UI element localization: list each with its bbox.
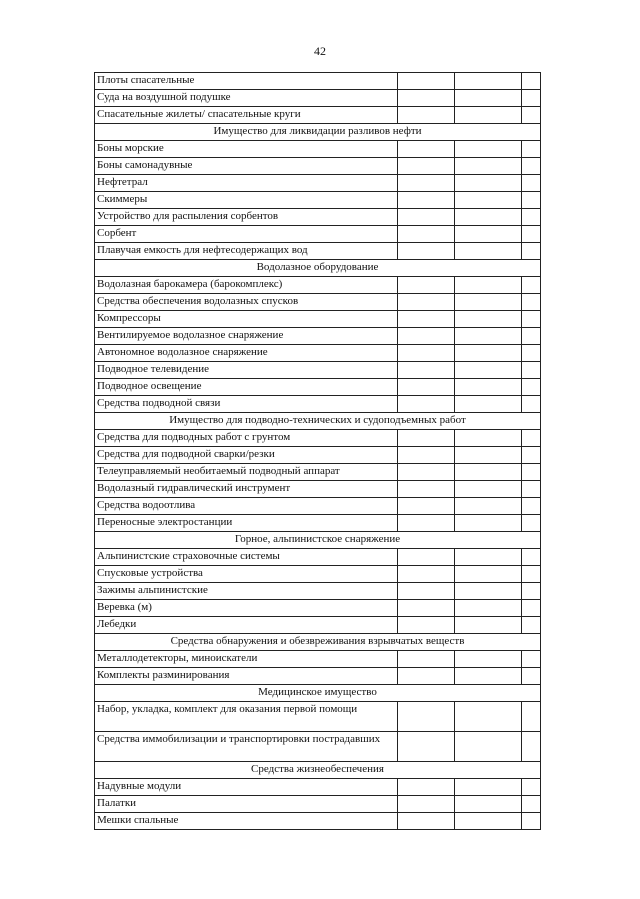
empty-value-cell (455, 73, 522, 90)
empty-value-cell (522, 73, 541, 90)
item-name-cell: Средства водоотлива (95, 498, 398, 515)
table-row (95, 141, 541, 158)
empty-value-cell (455, 600, 522, 617)
empty-value-cell (455, 345, 522, 362)
table-row (95, 464, 541, 481)
empty-value-cell (522, 447, 541, 464)
item-name-cell: Водолазная барокамера (барокомплекс) (95, 277, 398, 294)
section-header-row (95, 532, 541, 549)
section-header-row (95, 124, 541, 141)
table-row (95, 796, 541, 813)
table-row (95, 779, 541, 796)
table-row (95, 651, 541, 668)
table-row (95, 158, 541, 175)
empty-value-cell (398, 668, 455, 685)
empty-value-cell (522, 379, 541, 396)
table-row (95, 702, 541, 732)
table-row (95, 583, 541, 600)
empty-value-cell (522, 396, 541, 413)
table-row (95, 209, 541, 226)
empty-value-cell (455, 549, 522, 566)
empty-value-cell (398, 362, 455, 379)
table-row (95, 481, 541, 498)
empty-value-cell (455, 328, 522, 345)
empty-value-cell (398, 175, 455, 192)
table-row (95, 396, 541, 413)
empty-value-cell (522, 345, 541, 362)
empty-value-cell (455, 498, 522, 515)
table-row (95, 379, 541, 396)
empty-value-cell (455, 277, 522, 294)
empty-value-cell (522, 430, 541, 447)
section-title: Средства жизнеобеспечения (95, 762, 541, 779)
empty-value-cell (522, 617, 541, 634)
empty-value-cell (398, 107, 455, 124)
empty-value-cell (398, 481, 455, 498)
empty-value-cell (455, 779, 522, 796)
table-row (95, 813, 541, 830)
table-row (95, 549, 541, 566)
item-name-cell: Спасательные жилеты/ спасательные круги (95, 107, 398, 124)
table-row (95, 617, 541, 634)
item-name-cell: Боны самонадувные (95, 158, 398, 175)
item-name-cell: Средства обеспечения водолазных спусков (95, 294, 398, 311)
item-name-cell: Автономное водолазное снаряжение (95, 345, 398, 362)
empty-value-cell (522, 294, 541, 311)
empty-value-cell (522, 498, 541, 515)
table-row (95, 311, 541, 328)
empty-value-cell (455, 464, 522, 481)
item-name-cell: Боны морские (95, 141, 398, 158)
item-name-cell: Набор, укладка, комплект для оказания первой помощи (95, 702, 398, 732)
empty-value-cell (522, 209, 541, 226)
empty-value-cell (455, 617, 522, 634)
table-row (95, 515, 541, 532)
empty-value-cell (522, 277, 541, 294)
empty-value-cell (455, 515, 522, 532)
empty-value-cell (398, 396, 455, 413)
item-name-cell: Палатки (95, 796, 398, 813)
item-name-cell: Альпинистские страховочные системы (95, 549, 398, 566)
empty-value-cell (398, 515, 455, 532)
table-row (95, 447, 541, 464)
empty-value-cell (398, 464, 455, 481)
item-name-cell: Плоты спасательные (95, 73, 398, 90)
empty-value-cell (398, 226, 455, 243)
table-row (95, 498, 541, 515)
section-title: Медицинское имущество (95, 685, 541, 702)
empty-value-cell (455, 668, 522, 685)
item-name-cell: Средства для подводных работ с грунтом (95, 430, 398, 447)
table-row (95, 73, 541, 90)
empty-value-cell (398, 813, 455, 830)
item-name-cell: Плавучая емкость для нефтесодержащих вод (95, 243, 398, 260)
empty-value-cell (455, 158, 522, 175)
empty-value-cell (398, 209, 455, 226)
empty-value-cell (398, 617, 455, 634)
empty-value-cell (522, 328, 541, 345)
item-name-cell: Водолазный гидравлический инструмент (95, 481, 398, 498)
empty-value-cell (455, 566, 522, 583)
empty-value-cell (455, 107, 522, 124)
empty-value-cell (398, 328, 455, 345)
empty-value-cell (455, 796, 522, 813)
empty-value-cell (455, 430, 522, 447)
empty-value-cell (455, 192, 522, 209)
table-row (95, 668, 541, 685)
item-name-cell: Подводное телевидение (95, 362, 398, 379)
empty-value-cell (522, 779, 541, 796)
table-row (95, 192, 541, 209)
empty-value-cell (522, 668, 541, 685)
empty-value-cell (455, 209, 522, 226)
empty-value-cell (522, 566, 541, 583)
item-name-cell: Суда на воздушной подушке (95, 90, 398, 107)
empty-value-cell (398, 549, 455, 566)
empty-value-cell (398, 566, 455, 583)
item-name-cell: Средства иммобилизации и транспортировки пострадавших (95, 732, 398, 762)
item-name-cell: Сорбент (95, 226, 398, 243)
table-row (95, 277, 541, 294)
empty-value-cell (398, 379, 455, 396)
item-name-cell: Лебедки (95, 617, 398, 634)
empty-value-cell (398, 311, 455, 328)
empty-value-cell (455, 396, 522, 413)
empty-value-cell (398, 277, 455, 294)
table-row (95, 175, 541, 192)
empty-value-cell (522, 158, 541, 175)
section-title: Имущество для подводно-технических и судоподъемных работ (95, 413, 541, 430)
empty-value-cell (398, 447, 455, 464)
item-name-cell: Вентилируемое водолазное снаряжение (95, 328, 398, 345)
empty-value-cell (398, 702, 455, 732)
empty-value-cell (522, 192, 541, 209)
empty-value-cell (398, 294, 455, 311)
empty-value-cell (455, 294, 522, 311)
empty-value-cell (455, 362, 522, 379)
empty-value-cell (455, 481, 522, 498)
table-row (95, 294, 541, 311)
empty-value-cell (455, 141, 522, 158)
section-header-row (95, 260, 541, 277)
section-header-row (95, 634, 541, 651)
table-row (95, 362, 541, 379)
section-title: Средства обнаружения и обезвреживания взрывчатых веществ (95, 634, 541, 651)
empty-value-cell (522, 175, 541, 192)
empty-value-cell (522, 311, 541, 328)
table-row (95, 566, 541, 583)
empty-value-cell (398, 779, 455, 796)
item-name-cell: Мешки спальные (95, 813, 398, 830)
empty-value-cell (522, 549, 541, 566)
item-name-cell: Компрессоры (95, 311, 398, 328)
empty-value-cell (455, 90, 522, 107)
item-name-cell: Нефтетрал (95, 175, 398, 192)
item-name-cell: Средства подводной связи (95, 396, 398, 413)
table-row (95, 107, 541, 124)
inventory-table-body (95, 73, 541, 830)
table-row (95, 90, 541, 107)
section-header-row (95, 413, 541, 430)
item-name-cell: Средства для подводной сварки/резки (95, 447, 398, 464)
empty-value-cell (398, 600, 455, 617)
section-header-row (95, 685, 541, 702)
empty-value-cell (522, 90, 541, 107)
empty-value-cell (522, 243, 541, 260)
empty-value-cell (522, 600, 541, 617)
empty-value-cell (522, 702, 541, 732)
item-name-cell: Устройство для распыления сорбентов (95, 209, 398, 226)
section-title: Водолазное оборудование (95, 260, 541, 277)
inventory-table (94, 72, 541, 830)
empty-value-cell (398, 192, 455, 209)
empty-value-cell (522, 515, 541, 532)
empty-value-cell (455, 651, 522, 668)
empty-value-cell (398, 498, 455, 515)
table-row (95, 732, 541, 762)
empty-value-cell (455, 702, 522, 732)
empty-value-cell (398, 732, 455, 762)
section-title: Имущество для ликвидации разливов нефти (95, 124, 541, 141)
item-name-cell: Подводное освещение (95, 379, 398, 396)
table-row (95, 226, 541, 243)
empty-value-cell (455, 813, 522, 830)
empty-value-cell (522, 362, 541, 379)
item-name-cell: Веревка (м) (95, 600, 398, 617)
empty-value-cell (398, 90, 455, 107)
empty-value-cell (455, 175, 522, 192)
empty-value-cell (398, 141, 455, 158)
item-name-cell: Переносные электростанции (95, 515, 398, 532)
empty-value-cell (522, 481, 541, 498)
table-row (95, 328, 541, 345)
table-row (95, 345, 541, 362)
empty-value-cell (398, 345, 455, 362)
empty-value-cell (455, 447, 522, 464)
empty-value-cell (522, 813, 541, 830)
empty-value-cell (522, 651, 541, 668)
empty-value-cell (522, 464, 541, 481)
page-number: 42 (314, 44, 326, 58)
item-name-cell: Скиммеры (95, 192, 398, 209)
table-row (95, 430, 541, 447)
table-row (95, 600, 541, 617)
empty-value-cell (398, 158, 455, 175)
empty-value-cell (522, 107, 541, 124)
empty-value-cell (398, 583, 455, 600)
empty-value-cell (398, 73, 455, 90)
item-name-cell: Спусковые устройства (95, 566, 398, 583)
empty-value-cell (522, 796, 541, 813)
section-title: Горное, альпинистское снаряжение (95, 532, 541, 549)
item-name-cell: Комплекты разминирования (95, 668, 398, 685)
empty-value-cell (522, 583, 541, 600)
item-name-cell: Надувные модули (95, 779, 398, 796)
empty-value-cell (398, 651, 455, 668)
section-header-row (95, 762, 541, 779)
empty-value-cell (455, 311, 522, 328)
empty-value-cell (455, 583, 522, 600)
empty-value-cell (522, 141, 541, 158)
empty-value-cell (455, 379, 522, 396)
item-name-cell: Металлодетекторы, миноискатели (95, 651, 398, 668)
empty-value-cell (398, 430, 455, 447)
empty-value-cell (455, 243, 522, 260)
empty-value-cell (522, 226, 541, 243)
table-row (95, 243, 541, 260)
empty-value-cell (522, 732, 541, 762)
empty-value-cell (455, 226, 522, 243)
item-name-cell: Зажимы альпинистские (95, 583, 398, 600)
empty-value-cell (455, 732, 522, 762)
empty-value-cell (398, 796, 455, 813)
empty-value-cell (398, 243, 455, 260)
item-name-cell: Телеуправляемый необитаемый подводный аппарат (95, 464, 398, 481)
